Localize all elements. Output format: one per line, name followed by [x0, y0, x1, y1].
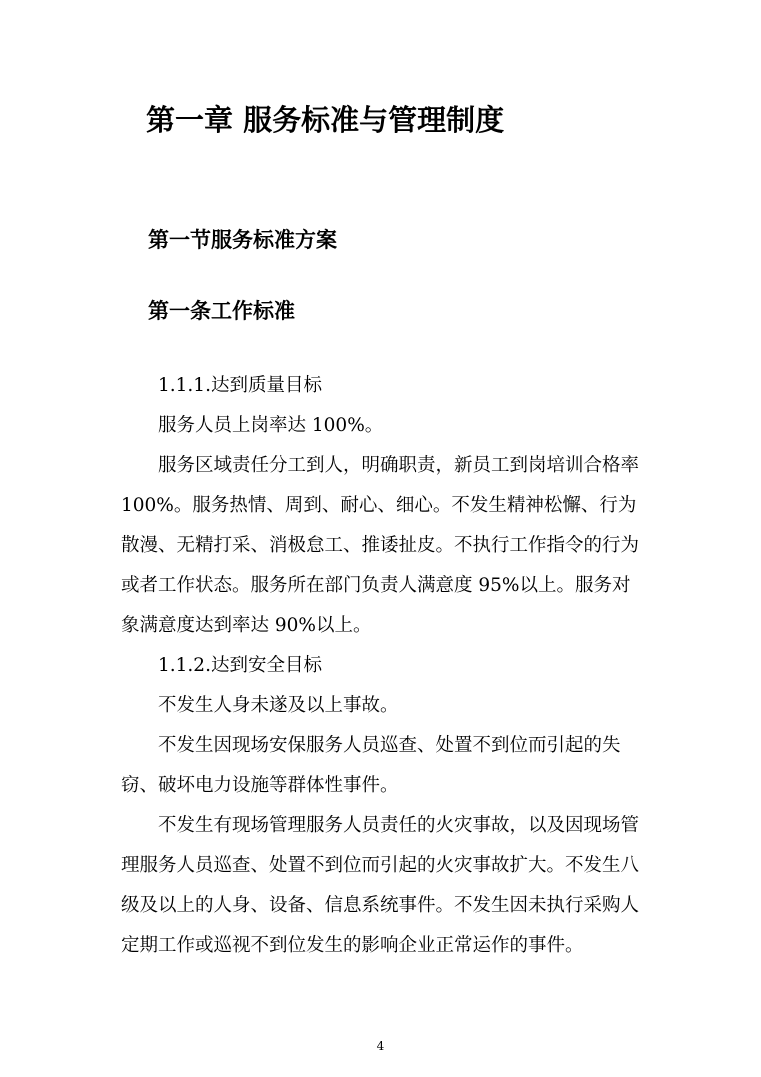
section-title: 第一节服务标准方案: [148, 227, 337, 252]
article-title: 第一条工作标准: [148, 298, 295, 323]
paragraph: 服务人员上岗率达 100%。: [158, 415, 384, 436]
subsection-heading-safety: 1.1.2.达到安全目标: [158, 655, 322, 676]
page-number: 4: [376, 1039, 385, 1053]
body-text: [121, 366, 641, 966]
paragraph: 不发生因现场安保服务人员巡查、处置不到位而引起的失窃、破坏电力设施等群体性事件。: [121, 735, 621, 796]
subsection-heading-quality: 1.1.1.达到质量目标: [158, 375, 322, 396]
chapter-title: 第一章 服务标准与管理制度: [146, 103, 505, 137]
paragraph: 不发生有现场管理服务人员责任的火灾事故，以及因现场管理服务人员巡查、处置不到位而引起的火灾事故扩大。不发生八级及以上的人身、设备、信息系统事件。不发生因未执行采购人定期工作或巡视不到位发生的影响企业正常运作的事件。: [121, 815, 640, 956]
paragraph: 服务区域责任分工到人，明确职责，新员工到岗培训合格率 100%。服务热情、周到、耐心、细心。不发生精神松懈、行为散漫、无精打采、消极怠工、推诿扯皮。不执行工作指令的行为或者工作状态。服务所在部门负责人满意度 95%以上。服务对象满意度达到率达 90%以上。: [121, 455, 640, 636]
paragraph: 不发生人身未遂及以上事故。: [158, 695, 399, 716]
